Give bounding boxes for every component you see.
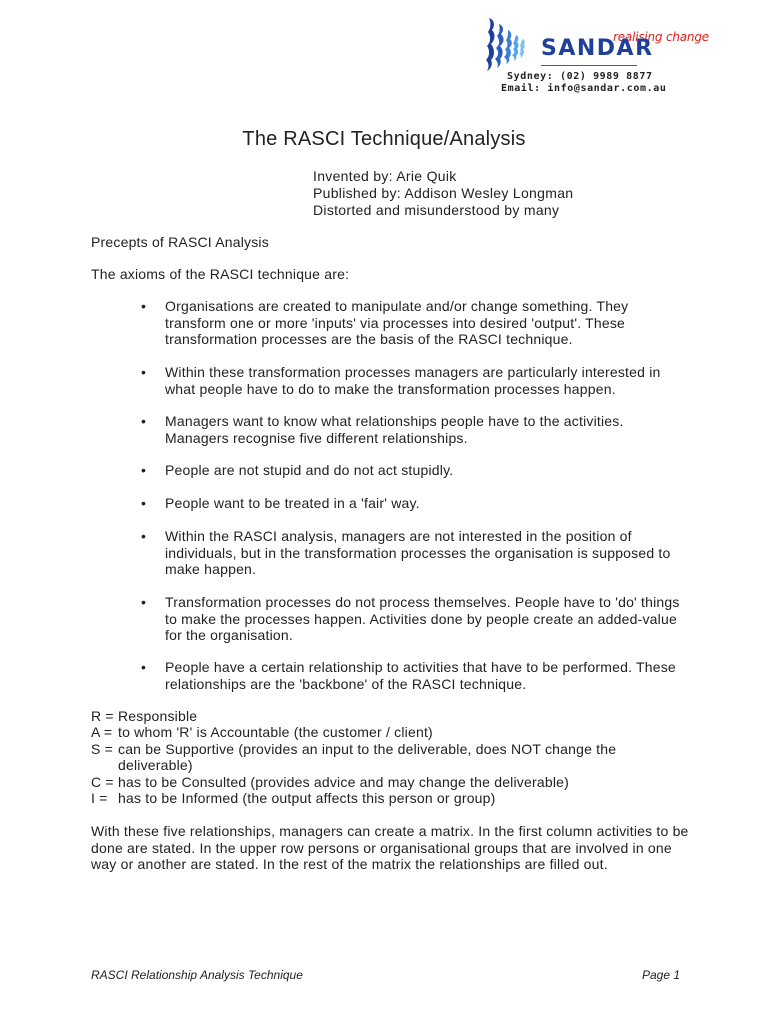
list-item-text: People want to be treated in a 'fair' way.	[165, 495, 420, 511]
definition-text: can be Supportive (provides an input to the deliverable, does NOT change the deliverable)	[118, 740, 617, 774]
sandar-logo-heads-icon	[483, 16, 529, 72]
definition-row	[91, 708, 691, 724]
list-item-text: Transformation processes do not process themselves. People have to 'do' things to make the processes happen. Activities done by people create an added-value for the organisation.	[165, 594, 680, 643]
list-item-text: People are not stupid and do not act stupidly.	[165, 462, 454, 478]
bullet-icon: •	[141, 495, 147, 511]
logo-brand-name: SANDAR	[541, 36, 654, 61]
definition-row	[91, 724, 691, 740]
definition-key: A =	[91, 724, 113, 741]
definition-text: Responsible	[118, 708, 198, 724]
closing-paragraph: With these five relationships, managers can create a matrix. In the first column activities to be done are stated. In the upper row persons or organisational groups that are involved in one way or another are stated. In the rest of the matrix the relationships are filled out.	[91, 823, 689, 872]
bullet-icon: •	[141, 594, 147, 610]
rasci-definitions	[91, 708, 691, 806]
logo-underline	[541, 65, 637, 66]
meta-invented: Invented by: Arie Quik	[313, 168, 457, 184]
bullet-icon: •	[141, 364, 147, 380]
meta-distorted: Distorted and misunderstood by many	[313, 202, 560, 218]
definition-text: has to be Consulted (provides advice and may change the deliverable)	[118, 773, 569, 790]
list-item-text: Organisations are created to manipulate and/or change something. They transform one or more 'inputs' via processes into desired 'output'. These transformation processes are the basis of the RASCI technique.	[165, 298, 629, 347]
footer-divider	[91, 964, 687, 965]
bullet-icon: •	[141, 659, 147, 675]
definition-text: has to be Informed (the output affects this person or group)	[118, 790, 496, 807]
definition-key: R =	[91, 708, 114, 724]
section-heading-precepts: Precepts of RASCI Analysis	[91, 234, 269, 250]
list-item-text: Managers want to know what relationships people have to the activities. Managers recognise five different relationships.	[165, 413, 624, 446]
footer-page-number: Page 1	[642, 968, 681, 982]
definition-text: to whom 'R' is Accountable (the customer / client)	[118, 724, 433, 741]
logo-tagline: realising change	[613, 30, 709, 44]
axioms-intro: The axioms of the RASCI technique are:	[91, 266, 350, 282]
document-meta	[313, 168, 573, 219]
definition-row	[91, 790, 691, 806]
footer-document-name: RASCI Relationship Analysis Technique	[91, 968, 303, 982]
definition-key: S =	[91, 740, 114, 757]
definition-row	[91, 774, 691, 790]
list-item-text: Within these transformation processes managers are particularly interested in what people have to do to make the transformation processes happen.	[165, 364, 661, 397]
document-title: The RASCI Technique/Analysis	[242, 128, 526, 150]
definition-key: I =	[91, 790, 108, 807]
list-item-text: People have a certain relationship to activities that have to be performed. These relationships are the 'backbone' of the RASCI technique.	[165, 659, 676, 692]
meta-published: Published by: Addison Wesley Longman	[313, 185, 574, 201]
bullet-icon: •	[141, 413, 147, 429]
bullet-icon: •	[141, 528, 147, 544]
contact-phone: Sydney: (02) 9989 8877	[507, 71, 653, 82]
contact-email: Email: info@sandar.com.au	[501, 83, 667, 94]
list-item-text: Within the RASCI analysis, managers are not interested in the position of individuals, but in the transformation processes the organisation is supposed to make happen.	[165, 528, 671, 577]
definition-key: C =	[91, 773, 114, 790]
bullet-icon: •	[141, 462, 147, 478]
bullet-icon: •	[141, 298, 147, 314]
definition-row	[91, 741, 691, 774]
